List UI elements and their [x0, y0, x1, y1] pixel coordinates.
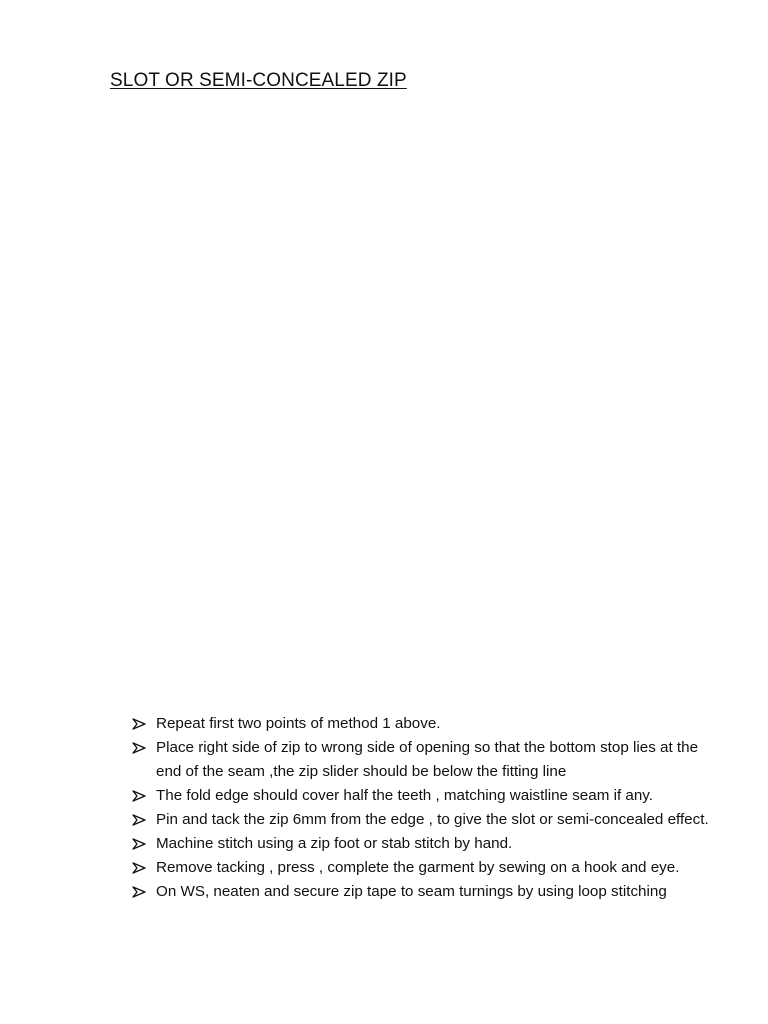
- list-item: [132, 712, 722, 736]
- arrowhead-bullet-icon: [132, 880, 148, 904]
- arrowhead-bullet-icon: [132, 856, 148, 880]
- list-item-text: Repeat first two points of method 1 above.: [156, 715, 441, 732]
- arrowhead-bullet-icon: [132, 808, 148, 832]
- arrowhead-bullet-icon: [132, 712, 148, 736]
- list-item-text: Place right side of zip to wrong side of opening so that the bottom stop lies at the end of the seam ,the zip slider should be below the fitting line: [156, 739, 699, 780]
- list-item: [132, 832, 722, 856]
- list-item-text: On WS, neaten and secure zip tape to seam turnings by using loop stitching: [156, 883, 667, 900]
- list-item: [132, 736, 722, 784]
- instruction-list: [132, 712, 722, 904]
- arrowhead-bullet-icon: [132, 784, 148, 808]
- list-item: [132, 808, 722, 832]
- list-item-text: Remove tacking , press , complete the garment by sewing on a hook and eye.: [156, 859, 680, 876]
- list-item-text: Pin and tack the zip 6mm from the edge , to give the slot or semi-concealed effect.: [156, 811, 709, 828]
- list-item-text: Machine stitch using a zip foot or stab stitch by hand.: [156, 835, 513, 852]
- list-item: [132, 880, 722, 904]
- list-item: [132, 784, 722, 808]
- arrowhead-bullet-icon: [132, 832, 148, 856]
- list-item: [132, 856, 722, 880]
- arrowhead-bullet-icon: [132, 736, 148, 760]
- page-title: SLOT OR SEMI-CONCEALED ZIP: [110, 70, 407, 91]
- list-item-text: The fold edge should cover half the teeth , matching waistline seam if any.: [156, 787, 653, 804]
